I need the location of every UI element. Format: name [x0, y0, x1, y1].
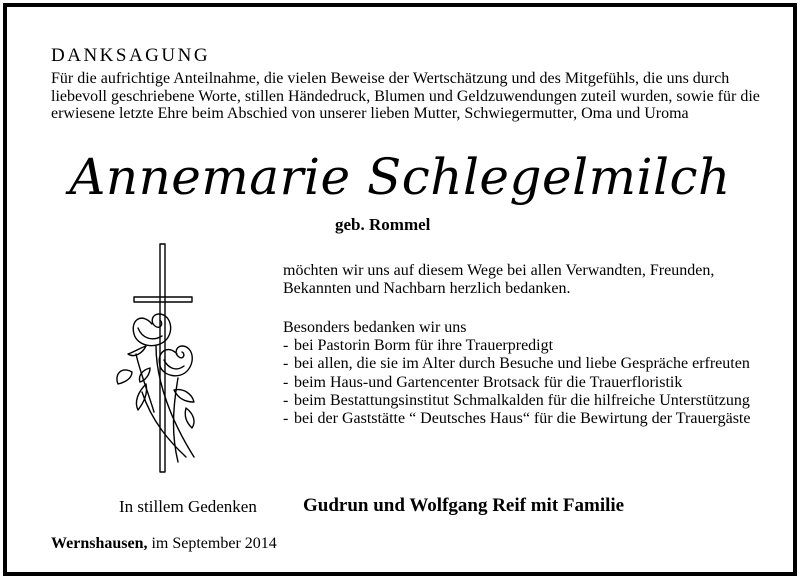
place-date [51, 535, 277, 553]
list-item: - bei Pastorin Borm für ihre Trauerpredigt [283, 337, 773, 355]
intro-paragraph: Für die aufrichtige Anteilnahme, die vielen Beweise der Wertschätzung und des Mitgefühls, die uns durch liebevoll geschriebene Worte, stillen Händedruck, Blumen und Geldzuwendungen zuteil wurden, sowie für die erwiesene letzte Ehre beim Abschied von unserer lieben Mutter, Schwiegermutter, Oma und Uroma [51, 70, 760, 122]
list-item: - beim Bestattungsinstitut Schmalkalden für die hilfreiche Unterstützung [283, 392, 773, 410]
family-signature: Gudrun und Wolfgang Reif mit Familie [303, 495, 625, 516]
special-thanks [283, 319, 773, 428]
place-name: Wernshausen, [51, 535, 148, 552]
obituary-card [3, 3, 797, 576]
deceased-name: Annemarie Schlegelmilch [69, 148, 731, 206]
list-item: - beim Haus-und Gartencenter Brotsack für die Trauerfloristik [283, 374, 773, 392]
special-thanks-intro: Besonders bedanken wir uns [283, 319, 467, 336]
list-item: - bei der Gaststätte “ Deutsches Haus“ für die Bewirtung der Trauergäste [283, 410, 773, 428]
date-text: im September 2014 [147, 535, 277, 552]
list-item: - bei allen, die sie im Alter durch Besuche und liebe Gespräche erfreuten [283, 355, 773, 373]
thanks-paragraph: möchten wir uns auf diesem Wege bei allen Verwandten, Freunden, Bekannten und Nachbarn herzlich bedanken. [283, 262, 715, 297]
memory-line: In stillem Gedenken [119, 497, 257, 516]
cross-with-roses-icon [112, 242, 212, 477]
birth-name: geb. Rommel [335, 215, 431, 234]
special-thanks-list [283, 337, 773, 428]
page-title: DANKSAGUNG [51, 45, 211, 66]
